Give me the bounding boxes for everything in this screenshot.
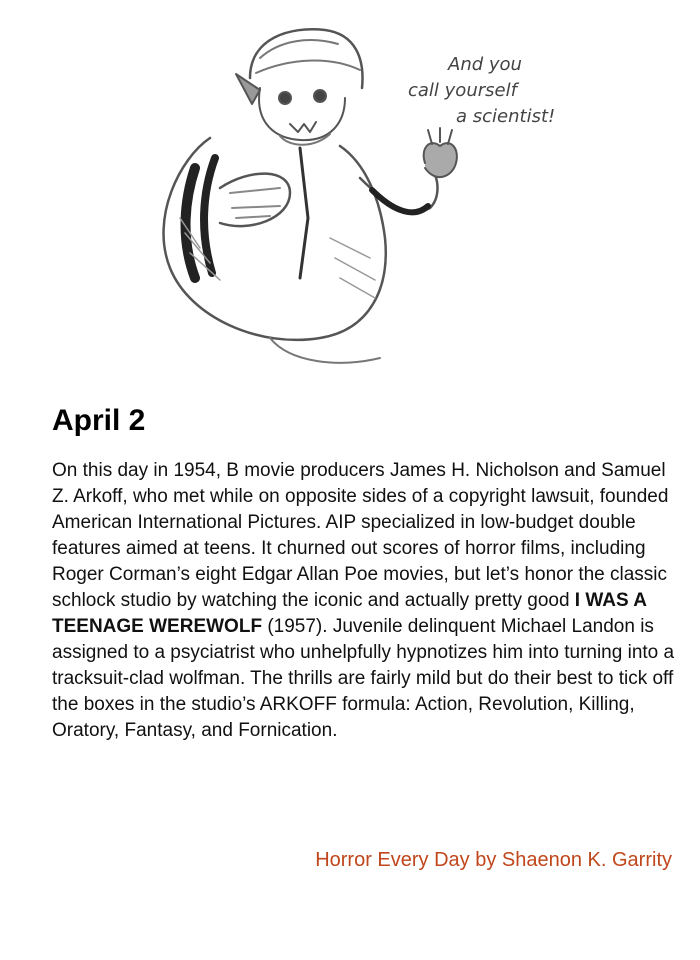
- entry-text-after-title: (1957). Juvenile delinquent Michael Landon is assigned to a psyciatrist who unhelpfully hypnotizes him into turning into a tracksuit-clad wolfman. The thrills are fairly mild but do their best to tick off the boxes in the studio’s ARKOFF formula: Action, Revolution, Killing, Oratory, Fantasy, and Fornication.: [52, 616, 675, 741]
- speech-bubble-text: [400, 52, 610, 130]
- speech-line: And you: [448, 54, 522, 75]
- entry-date: April 2: [52, 404, 146, 437]
- author-credit: Horror Every Day by Shaenon K. Garrity: [315, 849, 672, 871]
- speech-line: a scientist!: [456, 106, 556, 127]
- entry-body: [52, 458, 682, 744]
- entry-text-before-title: On this day in 1954, B movie producers James H. Nicholson and Samuel Z. Arkoff, who met while on opposite sides of a copyright lawsuit, founded American International Pictures. AIP specialized in low-budget double features aimed at teens. It churned out scores of horror films, including Roger Corman’s eight Edgar Allan Poe movies, but let’s honor the classic schlock studio by watching the iconic and actually pretty good: [52, 460, 669, 611]
- film-title: I WAS A TEENAGE WEREWOLF: [52, 590, 647, 637]
- speech-line: call yourself: [408, 80, 517, 101]
